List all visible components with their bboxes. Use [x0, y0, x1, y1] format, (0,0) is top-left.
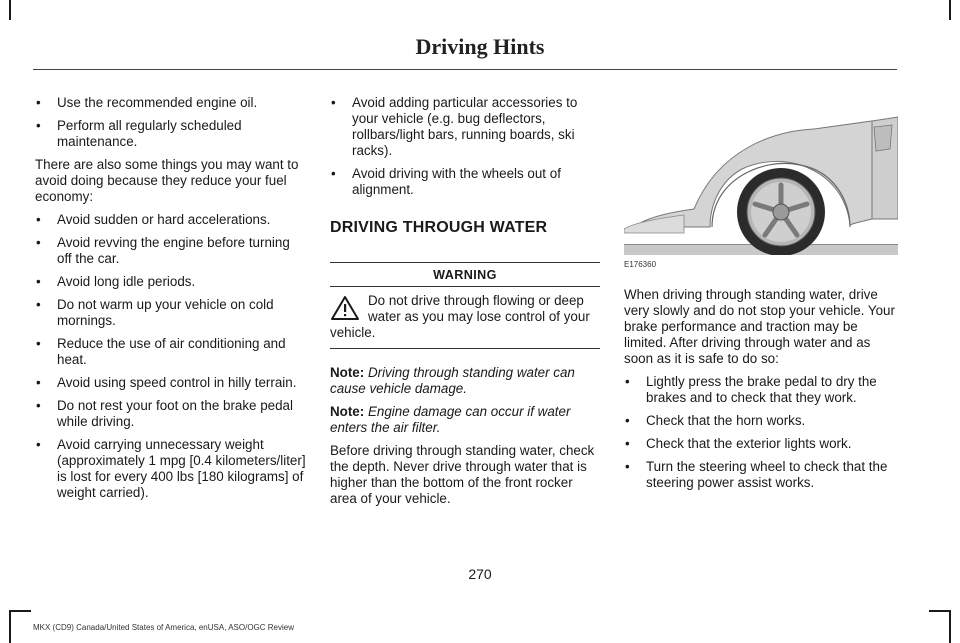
list-item: • Turn the steering wheel to check that the steering power assist works.: [624, 459, 898, 491]
column-3: [624, 95, 898, 498]
crop-mark-bottom-left: [9, 610, 33, 643]
after-water-checklist: [624, 374, 898, 491]
vehicle-wheel-illustration: [624, 109, 898, 255]
list-item: • Perform all regularly scheduled maintenance.: [35, 118, 307, 150]
fuel-economy-intro: There are also some things you may want to avoid doing because they reduce your fuel economy:: [35, 157, 299, 204]
list-item: • Reduce the use of air conditioning and heat.: [35, 336, 307, 368]
water-driving-paragraph: When driving through standing water, drive very slowly and do not stop your vehicle. Your brake performance and traction may be limited. After driving through water and as soon as it is safe to do so:: [624, 287, 895, 366]
list-item: • Avoid adding particular accessories to your vehicle (e.g. bug deflectors, rollbars/light bars, running boards, ski racks).: [330, 95, 600, 159]
list-item: • Avoid sudden or hard accelerations.: [35, 212, 307, 228]
warning-body: [330, 287, 600, 348]
header-divider: [33, 69, 897, 70]
note: Note: Engine damage can occur if water enters the air filter.: [330, 404, 571, 435]
list-item: • Check that the horn works.: [624, 413, 898, 429]
list-item: • Use the recommended engine oil.: [35, 95, 307, 111]
page-number: 270: [468, 566, 492, 582]
image-code: E176360: [624, 260, 657, 269]
page-title: Driving Hints: [415, 34, 545, 59]
crop-mark-top-left: [9, 0, 11, 20]
depth-paragraph: Before driving through standing water, check the depth. Never drive through water that is higher than the bottom of the front rocker area of your vehicle.: [330, 443, 595, 506]
list-item: • Lightly press the brake pedal to dry the brakes and to check that they work.: [624, 374, 898, 406]
list-item: • Do not rest your foot on the brake pedal while driving.: [35, 398, 307, 430]
crop-mark-top-right: [949, 0, 951, 20]
list-item: • Do not warm up your vehicle on cold mornings.: [35, 297, 307, 329]
list-item: • Avoid driving with the wheels out of alignment.: [330, 166, 600, 198]
accessories-list: [330, 95, 600, 198]
footer-text: MKX (CD9) Canada/United States of America, enUSA, ASO/OGC Review: [33, 623, 294, 632]
warning-triangle-icon: [330, 295, 362, 321]
list-item: • Check that the exterior lights work.: [624, 436, 898, 452]
warning-label: WARNING: [433, 268, 497, 282]
section-heading: DRIVING THROUGH WATER: [330, 219, 548, 236]
list-item: • Avoid carrying unnecessary weight (approximately 1 mpg [0.4 kilometers/liter] is lost for every 400 lbs [180 kilograms] of weight carried).: [35, 437, 307, 501]
list-item: • Avoid revving the engine before turning off the car.: [35, 235, 307, 267]
maintenance-list: [35, 95, 307, 150]
warning-box: [330, 262, 600, 349]
crop-mark-bottom-right: [927, 610, 951, 643]
column-2: [330, 95, 600, 514]
list-item: • Avoid using speed control in hilly terrain.: [35, 375, 307, 391]
avoid-list: [35, 212, 307, 501]
list-item: • Avoid long idle periods.: [35, 274, 307, 290]
column-1: [35, 95, 307, 508]
note: Note: Driving through standing water can cause vehicle damage.: [330, 365, 575, 396]
warning-text: Do not drive through flowing or deep water as you may lose control of your vehicle.: [330, 293, 590, 340]
